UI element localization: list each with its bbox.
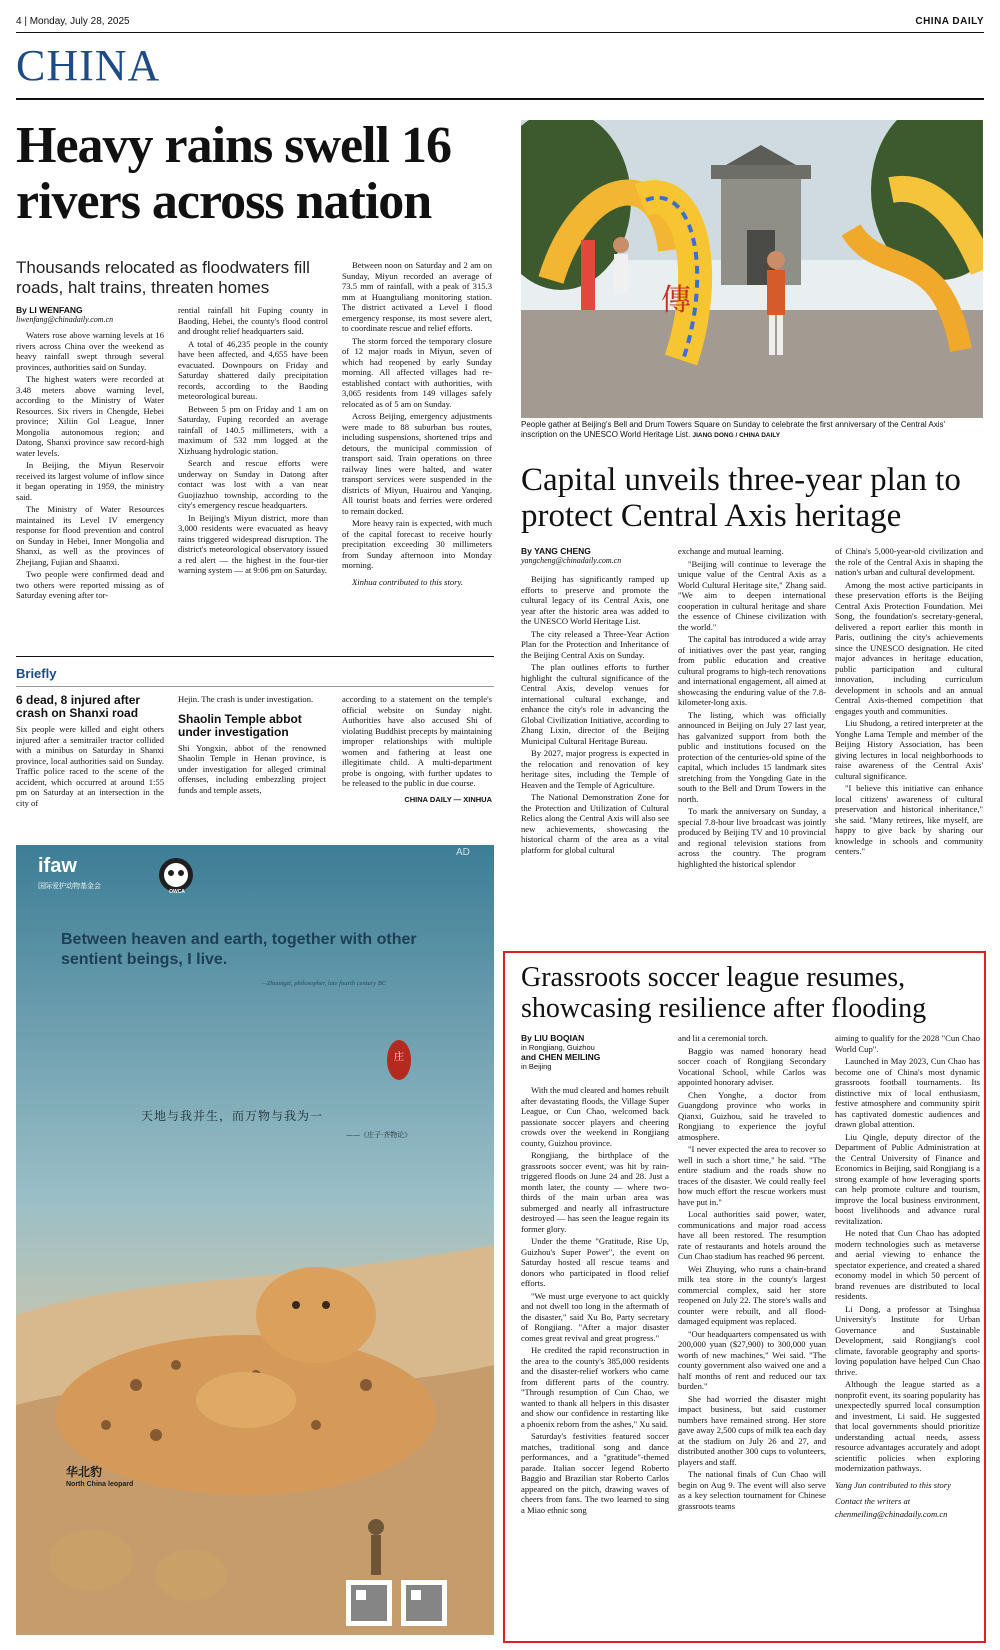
page-info: 4 | Monday, July 28, 2025 — [16, 16, 130, 27]
briefly-label: Briefly — [16, 666, 57, 681]
story2-headline: Capital unveils three-year plan to protect Central Axis heritage — [521, 462, 961, 534]
story3-location-1: in Rongjiang, Guizhou — [521, 1043, 595, 1052]
brief-item-2-continued-block — [342, 694, 492, 804]
paragraph: Launched in May 2023, Cun Chao has become one of China's most dynamic grassroots football tournaments. Its distinctive mix of local enthusiasm, festive atmosphere and community spirit has captivated domestic audiences and drawn global attention. — [835, 1056, 980, 1129]
story3-contact-email[interactable]: chenmeiling@chinadaily.com.cn — [835, 1508, 948, 1519]
paragraph: Wei Zhuying, who runs a chain-brand milk tea store in the county's largest commercial complex, said her store reopened on July 22. The store's walls and counter were rebuilt, and all flood-damaged equipment was replaced. — [678, 1263, 826, 1326]
ifaw-cn-name: 国际爱护动物基金会 — [38, 882, 101, 890]
paragraph: He noted that Cun Chao has adopted modern technologies such as metaverse and aerial viewing to enhance the spectator experience, and created a shared economy model in which 50 percent of brand revenues are distributed to local residents. — [835, 1228, 980, 1301]
story1-email: liwenfang@chinadaily.com.cn — [16, 315, 114, 324]
paragraph: The National Demonstration Zone for the Protection and Utilization of Cultural Relics along the Central Axis will also see new achievements, showcasing the historical charm of the area as a vital platform for global cultural — [521, 792, 669, 855]
story3-location-2: in Beijing — [521, 1062, 552, 1071]
briefly-credit: CHINA DAILY — XINHUA — [404, 794, 492, 804]
story3-col1 — [521, 1085, 669, 1517]
ad-attribution: —Zhuangzi, philosopher, late fourth century BC — [261, 980, 387, 987]
paragraph: Under the theme "Gratitude, Rise Up, Guizhou's Super Power", the event on Saturday hosted all rescue teams and donors who participated in flood relief efforts. — [521, 1236, 669, 1288]
paragraph: and lit a ceremonial torch. — [678, 1033, 768, 1043]
paragraph: The national finals of Cun Chao will begin on Aug 9. The event will also serve as a key selection tournament for Chinese grassroots teams — [678, 1469, 826, 1511]
paragraph: rential rainfall hit Fuping county in Baoding, Hebei, the county's flood control and drought relief headquarters said. — [178, 305, 328, 336]
story3-col3 — [835, 1033, 980, 1521]
paragraph: aiming to qualify for the 2028 "Cun Chao World Cup". — [835, 1033, 980, 1054]
photo-illustration — [521, 120, 983, 418]
story3-credit: Yang Jun contributed to this story — [835, 1479, 951, 1490]
paragraph: Liu Qingle, deputy director of the Department of Public Administration at the Central University of Finance and Economics in Beijing, said Rongjiang is a strong example of how leveraging sports can help promote culture and tourism, improve the local business environment, boost livelihoods and advance rural revitalization. — [835, 1131, 980, 1226]
brief-item-1-text: Six people were killed and eight others injured after a semitrailer tractor collided with a minibus on Saturday in Shanxi province, local authorities said on Sunday. Traffic police raced to the scene of the accident, which occurred at around 1:55 pm on Saturday at an intersection in the city of — [16, 724, 164, 808]
brief-item-2 — [178, 694, 326, 795]
brief-item-1-continued: Hejin. The crash is under investigation. — [178, 694, 314, 704]
story1-col3 — [342, 260, 492, 589]
paragraph: Among the most active participants in these preservation efforts is the Beijing Central Axis Protection Foundation. Mei Song, the foundation's secretary-general, delivered a report earlier this month in Paris, outlining the city's achievements since the UNESCO designation. He cited major advances in heritage education, public participation and cultural innovation, including curriculum development in schools and an annual Central Axis-themed competition that engages youth and communities. — [835, 579, 983, 716]
story1-deck: Thousands relocated as floodwaters fill roads, halt trains, threaten homes — [16, 258, 310, 297]
paragraph: Rongjiang, the birthplace of the grassroots soccer event, was hit by rain-triggered floods on June 24 and 28. Just a month later, the county — where two-thirds of the main urban area was submerged and nearly all infrastructure destroyed — has seen the league regain its former glory. — [521, 1150, 669, 1234]
brief-item-2-headline: Shaolin Temple abbot under investigation — [178, 711, 302, 739]
ad-seal: 庄 — [394, 1052, 404, 1063]
paragraph: By 2027, major progress is expected in the relocation and renovation of key heritage sites, including the Temple of Heaven and the Temple of Agriculture. — [521, 748, 669, 790]
paragraph: Between 5 pm on Friday and 1 am on Saturday, Fuping recorded an average rainfall of 140.5 millimeters, with a maximum of 532 mm logged at the Xizhuang hydrologic station. — [178, 403, 328, 456]
paragraph: More heavy rain is expected, with much of the capital forecast to receive hourly precipitation exceeding 30 millimeters from Sunday afternoon into Monday morning. — [342, 518, 492, 570]
paragraph: Beijing has significantly ramped up efforts to preserve and promote the cultural legacy of its Central Axis, one year after the historic area was added to the UNESCO World Heritage List. — [521, 574, 669, 626]
paragraph: In Beijing's Miyun district, more than 3,000 residents were evacuated as heavy rains triggered widespread disruption. The district's meteorological observatory issued a red alert — the highest in the four-tier warning system — at 9:06 pm on Saturday. — [178, 512, 328, 575]
paragraph: Baggio was named honorary head soccer coach of Rongjiang Secondary Vocational School, while Carlos was appointed honorary adviser. — [678, 1045, 826, 1087]
story1-headline: Heavy rains swell 16 rivers across nation — [16, 117, 451, 230]
paragraph: "Beijing will continue to leverage the unique value of the Central Axis as a World Cultural Heritage site," Zhang said. "We aim to deepen international cooperation in cultural heritage and share the essence of Chinese civilization with the world." — [678, 558, 826, 632]
paragraph: Saturday's festivities featured soccer matches, traditional song and dance performances, and a "gratitude"-themed parade. Italian soccer legend Roberto Baggio and Brazilian star Roberto Carlos appeared on the pitch, drawing waves of cheers from fans. The two learned to sing a Miao ethnic song — [521, 1431, 669, 1515]
story2-byline: By YANG CHENG — [521, 546, 591, 556]
photo-credit: JIANG DONG / CHINA DAILY — [692, 432, 781, 439]
paragraph: With the mud cleared and homes rebuilt after devastating floods, the Village Super League, or Cun Chao, welcomed back passionate soccer players and cheering crowds over the weekend in Rongjiang county, Guizhou province. — [521, 1085, 669, 1148]
story1-credit: Xinhua contributed to this story. — [352, 576, 464, 587]
story3-byline-2: and CHEN MEILING — [521, 1052, 601, 1062]
paragraph: The listing, which was officially announced in Beijing on July 27 last year, has galvanized support from both the public and institutions focused on the protection of the centuries-old spine of the capital, which includes 15 landmark sites stretching from the Yongding Gate in the south to the Bell and Drum Towers in the north. — [678, 709, 826, 804]
briefly-subrule — [16, 686, 494, 687]
paragraph: Li Dong, a professor at Tsinghua University's Institute for Urban Governance and Sustainable Development, said Rongjiang's cool climate, favorable geography and sports-loving population have helped Cun Chao thrive. — [835, 1303, 980, 1377]
section-title: CHINA — [16, 41, 161, 90]
ad-animal-en: North China leopard — [66, 1481, 134, 1488]
masthead-brand: CHINA DAILY — [915, 16, 984, 27]
ad-chinese-quote: 天地与我并生，而万物与我为一 — [141, 1109, 324, 1123]
central-axis-photo — [521, 120, 983, 418]
story2-byline-block — [521, 546, 671, 565]
paragraph: Liu Shudong, a retired interpreter at the Yonghe Lama Temple and member of the Beijing History Association, has been giving lectures in local neighborhoods to raise awareness of the Central Axis' cultural significance. — [835, 718, 983, 781]
story3-col2 — [678, 1033, 826, 1513]
brief-item-1 — [16, 694, 164, 808]
story2-col2 — [678, 546, 826, 871]
story2-col1 — [521, 574, 669, 857]
panda-label: OWCA — [169, 889, 185, 895]
paragraph: A total of 46,235 people in the county have been affected, and 4,655 have been evacuated. Downpours on Friday and Saturday shattered daily precipitation records, according to the Baoding meteorological bureau. — [178, 338, 328, 401]
story2-col3 — [835, 546, 983, 859]
paragraph: Between noon on Saturday and 2 am on Sunday, Miyun recorded an average of 73.5 mm of rainfall, with a peak of 315.3 mm at Huangtuliang monitoring station. The district activated a Level I flood emergency response, its most severe alert, to coordinate rescue and relief efforts. — [342, 260, 492, 333]
paragraph: In Beijing, the Miyun Reservoir received its largest volume of inflow since it began operating in 1959, the ministry said. — [16, 460, 164, 502]
paragraph: Across Beijing, emergency adjustments were made to 88 suburban bus routes, including suspensions, shortened trips and detours, the municipal commission of transport said. Train operations on three railway lines were halted, and water transport services were suspended in the districts of Miyun, Huairou and Yanqing. All tourist boats and ferries were ordered to remain docked. — [342, 411, 492, 516]
paragraph: The storm forced the temporary closure of 12 major roads in Miyun, seven of which had reopened by early Sunday morning. All affected villages had re-established contact with authorities, with 3,065 residents from 149 villages safely relocated as of 5 am on Sunday. — [342, 335, 492, 409]
paragraph: Search and rescue efforts were underway on Sunday in Datong after contact was lost with a van near Guojiazhuo township, according to the city's emergency rescue headquarters. — [178, 458, 328, 510]
paragraph: The highest waters were recorded at 3.48 meters above warning level, according to the Ministry of Water Resources. Six rivers in Chengde, Hebei province; Xiliin Gol League, Inner Mongolia autonomous region; and Datong, Shanxi province saw record-high water levels. — [16, 374, 164, 458]
header-rule — [16, 32, 984, 33]
paragraph: exchange and mutual learning. — [678, 546, 784, 556]
paragraph: The city released a Three-Year Action Plan for the Protection and Inheritance of the Beijing Central Axis on Sunday. — [521, 628, 669, 660]
paragraph: Although the league started as a nonprofit event, its soaring popularity has unexpectedly spurred local consumption and investment, Li said. He suggested that local governments should prioritize understanding actual needs, assess resource advantages accurately and adopt scientific policies when exploring modernization pathways. — [835, 1379, 980, 1473]
story3-byline-1: By LIU BOQIAN — [521, 1033, 585, 1043]
story1-col1 — [16, 330, 164, 603]
ifaw-advertisement — [16, 845, 494, 1635]
paragraph: The capital has introduced a wide array of initiatives over the past year, ranging from public education and creative cultural programs to high-tech renovations and international engagement, all aimed at showcasing the enduring value of the 7.8-kilometer-long axis. — [678, 634, 826, 707]
paragraph: Local authorities said power, water, communications and major road access have all been restored. The resumption rate of restaurants and hotels around the Cun Chao stadium has reached 96 percent. — [678, 1209, 826, 1261]
story2-email: yangcheng@chinadaily.com.cn — [521, 556, 622, 565]
ad-tag: AD — [456, 847, 470, 858]
paragraph: He credited the rapid reconstruction in the area to the county's 385,000 residents and the disaster-relief workers who came from different parts of the country. "Through resumption of Cun Chao, we wanted to thank all helpers in this disaster and show our confidence in restarting like a phoenix reborn from the ashes," Xu said. — [521, 1345, 669, 1429]
ad-quote: Between heaven and earth, together with other sentient beings, I live. — [61, 931, 417, 968]
caption-text: People gather at Beijing's Bell and Drum Towers Square on Sunday to celebrate the first anniversary of the Central Axis' inscription on the UNESCO World Heritage List. — [521, 420, 946, 439]
paragraph: Two people were confirmed dead and two others were reported missing as of Saturday evening after tor- — [16, 569, 164, 600]
photo-caption — [521, 420, 983, 441]
paragraph: Chen Yonghe, a doctor from Guangdong province who works in Qianxi, Guizhou, said he traveled to Rongjiang to experience the joyful atmosphere. — [678, 1089, 826, 1142]
paragraph: "Our headquarters compensated us with 200,000 yuan ($27,900) to 300,000 yuan worth of new machines," Wei said. "The county government also waived one and a half months of rent and reduced our tax burden." — [678, 1328, 826, 1391]
story3-contact-label: Contact the writers at — [835, 1496, 911, 1506]
paragraph: of China's 5,000-year-old civilization and the role of the Central Axis in shaping the nation's urban and cultural development. — [835, 546, 983, 577]
story3-headline: Grassroots soccer league resumes, showcasing resilience after flooding — [521, 962, 927, 1024]
paragraph: "I believe this initiative can enhance local citizens' awareness of cultural preservation and historical inheritance," she said. "Many retirees, like myself, are happy to give back by sharing our knowledge in schools and community centers." — [835, 783, 983, 856]
paragraph: The plan outlines efforts to further highlight the cultural significance of the Central Axis, develop venues for international cultural exchange, and enhance the city's role in advancing the Global Civilization Initiative, according to Zhang Lixin, director of the Beijing Municipal Cultural Heritage Bureau. — [521, 662, 669, 746]
brief-item-2-text: Shi Yongxin, abbot of the renowned Shaolin Temple in Henan province, is under investigation for alleged criminal offenses, including embezzling project funds and temple assets, — [178, 742, 326, 795]
paragraph: "We must urge everyone to act quickly and not dwell too long in the aftermath of the disaster," said Xu Bo, Party secretary of Rongjiang. "After a major disaster comes great revival and great progress." — [521, 1290, 669, 1343]
paragraph: To mark the anniversary on Sunday, a special 7.8-hour live broadcast was jointly produced by Beijing TV and 10 provincial and regional television stations from across the country. The program highlighted the historical splendor — [678, 806, 826, 869]
briefly-rule — [16, 656, 494, 657]
ifaw-logo: ifaw — [38, 855, 77, 877]
ad-animal-cn: 华北豹 — [66, 1465, 103, 1479]
paragraph: "I never expected the area to recover so well in such a short time," he said. "The entire stadium and the roads show no traces of the disaster. We could really feel how much effort the rescue workers must have put in." — [678, 1144, 826, 1207]
paragraph: She had worried the disaster might impact business, but said customer numbers have remained strong. Her store gave away 2,500 cups of milk tea each day at the stadium on July 26 and 27, and distributed another 300 cups to volunteers, players and staff. — [678, 1393, 826, 1467]
story3-byline-block — [521, 1033, 671, 1071]
page-header — [16, 14, 984, 32]
ad-chinese-source: ——《庄子·齐物论》 — [346, 1131, 412, 1139]
flag-character: 傳 — [661, 283, 691, 318]
brief-item-1-headline: 6 dead, 8 injured after crash on Shanxi road — [16, 693, 141, 720]
section-rule — [16, 98, 984, 100]
paragraph: The Ministry of Water Resources maintained its Level IV emergency response for flood prevention and control on Sunday in Hebei, Inner Mongolia and Shanxi, as well as the provinces of Zhejiang, Fujian and Shaanxi. — [16, 504, 164, 567]
story1-byline: By LI WENFANG — [16, 305, 83, 315]
brief-item-2-continued: according to a statement on the temple's official website on Sunday night. Authorities have also accused Shi of violating Buddhist precepts by maintaining improper relationships with multiple women and fathering at least one illegitimate child. A multi-department probe is ongoing, with further updates to be released to the public in due course. — [342, 694, 492, 788]
story1-byline-block — [16, 305, 166, 324]
story1-col2 — [178, 305, 328, 578]
paragraph: Waters rose above warning levels at 16 rivers across China over the weekend as heavy rainfall swept through several provinces, authorities said on Sunday. — [16, 330, 164, 372]
